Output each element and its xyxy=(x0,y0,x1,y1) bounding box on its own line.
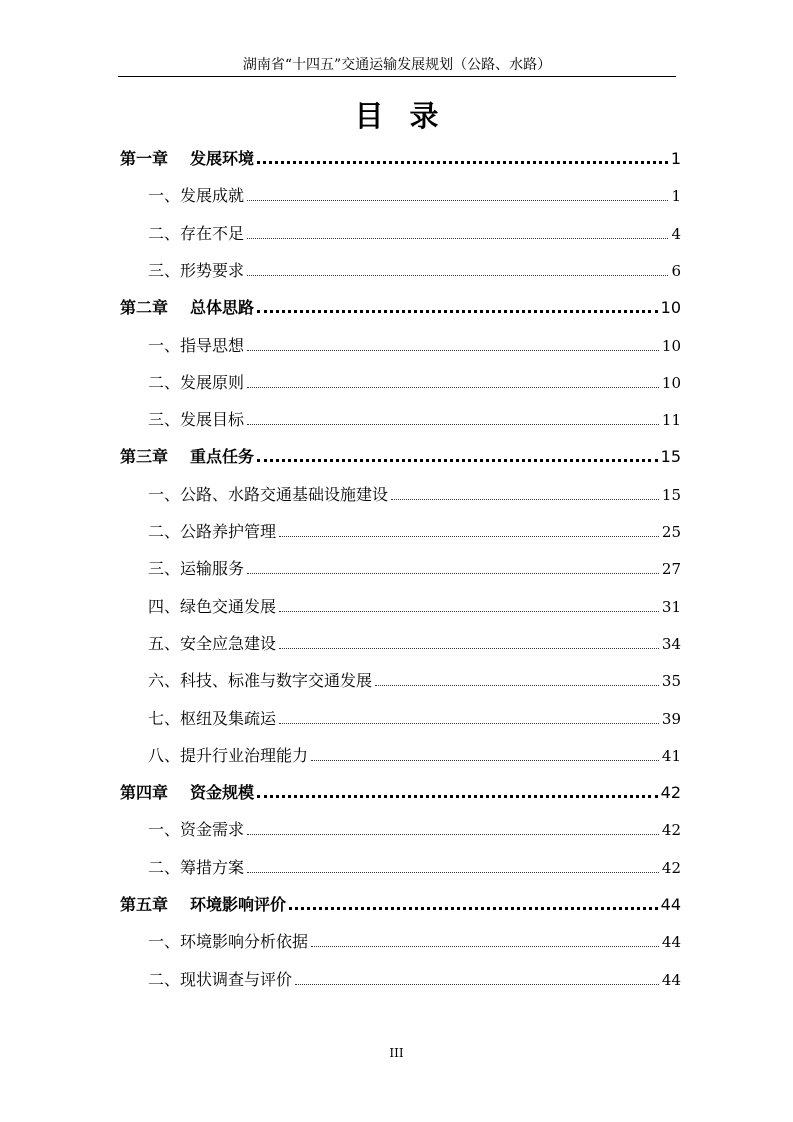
toc-section-entry[interactable] xyxy=(148,855,681,879)
toc-entry-text: 一、发展成就 xyxy=(148,186,245,205)
toc-page-number: 31 xyxy=(661,598,681,616)
toc-section-entry[interactable] xyxy=(148,817,681,841)
toc-entry-label xyxy=(148,260,244,282)
toc-entry-label xyxy=(148,558,244,580)
toc-entry-label xyxy=(120,446,254,468)
toc-page-number: 1 xyxy=(671,187,681,205)
toc-section-entry[interactable] xyxy=(148,519,681,543)
toc-entry-label xyxy=(148,633,276,655)
toc-entry-label xyxy=(148,223,244,245)
toc-section-entry[interactable] xyxy=(148,631,681,655)
toc-entry-label xyxy=(120,894,286,916)
dot-leader xyxy=(289,897,658,910)
toc-page-number: 10 xyxy=(661,337,681,355)
toc-entry-label xyxy=(148,596,276,618)
toc-page-number: 42 xyxy=(661,821,681,839)
toc-entry-text: 八、提升行业治理能力 xyxy=(148,746,309,765)
toc-entry-label xyxy=(148,969,292,991)
toc-entry-label xyxy=(148,857,244,879)
toc-entry-text: 三、运输服务 xyxy=(148,559,245,578)
toc-entry-text: 三、发展目标 xyxy=(148,410,245,429)
dot-leader xyxy=(247,563,659,574)
toc-chapter-entry[interactable] xyxy=(120,892,681,916)
toc-section-entry[interactable] xyxy=(148,929,681,953)
toc-entry-text: 一、指导思想 xyxy=(148,336,245,355)
toc-entry-text: 资金规模 xyxy=(190,783,255,802)
dot-leader xyxy=(295,974,659,985)
toc-page-number: 25 xyxy=(661,523,681,541)
chapter-number: 第三章 xyxy=(120,447,169,466)
toc-page-number: 44 xyxy=(661,971,681,989)
toc-page-number: 1 xyxy=(670,149,681,168)
toc-page-number: 42 xyxy=(661,859,681,877)
toc-page-number: 11 xyxy=(661,411,681,429)
toc-entry-text: 二、公路养护管理 xyxy=(148,522,277,541)
toc-section-entry[interactable] xyxy=(148,258,681,282)
running-header: 湖南省“十四五”交通运输发展规划（公路、水路） xyxy=(242,57,552,73)
toc-entry-text: 五、安全应急建设 xyxy=(148,634,277,653)
toc-section-entry[interactable] xyxy=(148,556,681,580)
toc-chapter-entry[interactable] xyxy=(120,295,681,319)
toc-entry-text: 二、发展原则 xyxy=(148,373,245,392)
toc-entry-label xyxy=(148,521,276,543)
toc-page-number: 10 xyxy=(660,298,681,317)
toc-section-entry[interactable] xyxy=(148,668,681,692)
toc-entry-label xyxy=(148,670,372,692)
dot-leader xyxy=(247,824,659,835)
toc-section-entry[interactable] xyxy=(148,743,681,767)
toc-page-number: 42 xyxy=(660,783,681,802)
toc-page-number: 44 xyxy=(661,933,681,951)
toc-section-entry[interactable] xyxy=(148,482,681,506)
dot-leader xyxy=(257,151,668,164)
dot-leader xyxy=(279,526,659,537)
toc-section-entry[interactable] xyxy=(148,333,681,357)
toc-entry-label xyxy=(120,782,254,804)
toc-entry-text: 一、公路、水路交通基础设施建设 xyxy=(148,485,389,504)
toc-page-number: 39 xyxy=(661,710,681,728)
toc-section-entry[interactable] xyxy=(148,407,681,431)
dot-leader xyxy=(279,713,659,724)
chapter-number: 第四章 xyxy=(120,783,169,802)
chapter-number: 第一章 xyxy=(120,149,169,168)
toc-page-number: 35 xyxy=(661,672,681,690)
dot-leader xyxy=(247,228,668,239)
toc-entry-text: 二、存在不足 xyxy=(148,224,245,243)
toc-section-entry[interactable] xyxy=(148,183,681,207)
toc-page-number: 15 xyxy=(660,447,681,466)
toc-entry-label xyxy=(148,484,388,506)
dot-leader xyxy=(279,638,659,649)
page-title: 目录 xyxy=(354,99,465,133)
toc-entry-label xyxy=(148,185,244,207)
dot-leader xyxy=(247,340,659,351)
dot-leader xyxy=(311,936,659,947)
toc-section-entry[interactable] xyxy=(148,706,681,730)
toc-page-number: 4 xyxy=(671,225,681,243)
toc-entry-text: 发展环境 xyxy=(190,149,255,168)
toc-chapter-entry[interactable] xyxy=(120,444,681,468)
toc-section-entry[interactable] xyxy=(148,594,681,618)
dot-leader xyxy=(257,300,658,313)
toc-entry-text: 六、科技、标准与数字交通发展 xyxy=(148,671,373,690)
toc-section-entry[interactable] xyxy=(148,221,681,245)
toc-entry-text: 重点任务 xyxy=(190,447,255,466)
page-number: III xyxy=(389,1046,404,1060)
dot-leader xyxy=(247,414,659,425)
toc-entry-label xyxy=(148,819,244,841)
dot-leader xyxy=(247,265,668,276)
toc-entry-text: 总体思路 xyxy=(190,298,255,317)
dot-leader xyxy=(279,601,659,612)
toc-entry-label xyxy=(148,409,244,431)
dot-leader xyxy=(391,489,659,500)
toc-entry-text: 二、现状调查与评价 xyxy=(148,970,293,989)
dot-leader xyxy=(257,449,658,462)
dot-leader xyxy=(247,190,668,201)
toc-entry-text: 二、筹措方案 xyxy=(148,858,245,877)
toc-entry-text: 一、资金需求 xyxy=(148,820,245,839)
toc-entry-label xyxy=(148,708,276,730)
toc-entry-text: 三、形势要求 xyxy=(148,261,245,280)
toc-page-number: 41 xyxy=(661,747,681,765)
toc-section-entry[interactable] xyxy=(148,967,681,991)
toc-page-number: 10 xyxy=(661,374,681,392)
toc-entry-text: 四、绿色交通发展 xyxy=(148,597,277,616)
toc-entry-label xyxy=(120,297,254,319)
toc-page-number: 44 xyxy=(660,895,681,914)
toc-entry-label xyxy=(148,931,308,953)
toc-entry-label xyxy=(148,372,244,394)
toc-entry-text: 一、环境影响分析依据 xyxy=(148,932,309,951)
toc-page-number: 34 xyxy=(661,635,681,653)
toc-entry-label xyxy=(148,745,308,767)
dot-leader xyxy=(247,862,659,873)
toc-entry-text: 七、枢纽及集疏运 xyxy=(148,709,277,728)
chapter-number: 第二章 xyxy=(120,298,169,317)
dot-leader xyxy=(375,675,659,686)
toc-entry-text: 环境影响评价 xyxy=(190,895,287,914)
toc-entry-label xyxy=(120,148,254,170)
dot-leader xyxy=(247,377,659,388)
dot-leader xyxy=(257,785,658,798)
toc-section-entry[interactable] xyxy=(148,370,681,394)
toc-page-number: 27 xyxy=(661,560,681,578)
dot-leader xyxy=(311,750,659,761)
toc-chapter-entry[interactable] xyxy=(120,780,681,804)
header-divider xyxy=(118,76,676,77)
toc-chapter-entry[interactable] xyxy=(120,146,681,170)
toc-entry-label xyxy=(148,335,244,357)
chapter-number: 第五章 xyxy=(120,895,169,914)
toc-page-number: 15 xyxy=(661,486,681,504)
toc-page-number: 6 xyxy=(671,262,681,280)
